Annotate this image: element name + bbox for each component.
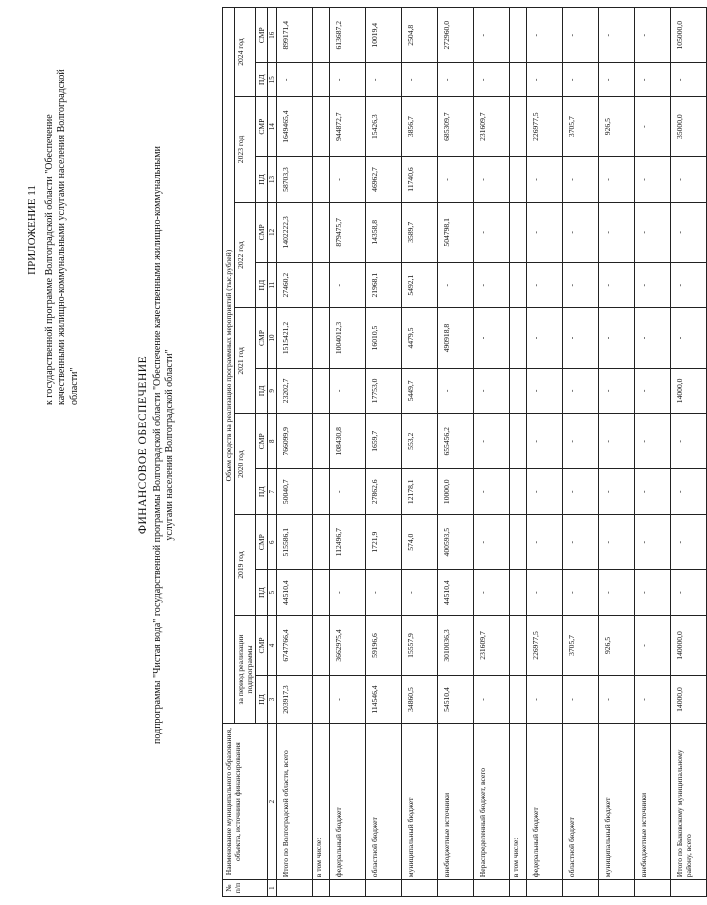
annex-block bbox=[26, 55, 81, 405]
row-name: в том числе: bbox=[510, 724, 527, 880]
header-smr: СМР bbox=[256, 202, 268, 262]
row-name: федеральный бюджет bbox=[527, 724, 563, 880]
header-year: 2021 год bbox=[235, 308, 256, 414]
value-cell: 574,0 bbox=[402, 515, 438, 570]
header-pd: ПД bbox=[256, 63, 268, 97]
row-num-cell bbox=[313, 880, 330, 897]
value-cell: - bbox=[563, 368, 599, 414]
document-title bbox=[137, 125, 177, 765]
header-volume: Объем средств на реализацию программных мероприятий (тыс.рублей) bbox=[223, 8, 235, 724]
value-cell bbox=[313, 368, 330, 414]
table-row bbox=[474, 8, 510, 897]
table-row bbox=[671, 8, 707, 897]
row-name: внебюджетные источники bbox=[438, 724, 474, 880]
value-cell: 21968,1 bbox=[366, 262, 402, 308]
value-cell: - bbox=[635, 570, 671, 616]
value-cell: - bbox=[635, 308, 671, 368]
value-cell: 3705,7 bbox=[563, 615, 599, 675]
row-name: областной бюджет bbox=[563, 724, 599, 880]
value-cell: - bbox=[366, 570, 402, 616]
value-cell: 27862,6 bbox=[366, 469, 402, 515]
value-cell: - bbox=[671, 308, 707, 368]
row-num-cell bbox=[474, 880, 510, 897]
header-name: Наименование муниципального образования, объекта, источники финансирования bbox=[223, 724, 268, 880]
value-cell: - bbox=[438, 63, 474, 97]
header-smr: СМР bbox=[256, 97, 268, 157]
value-cell: 613687,2 bbox=[330, 8, 366, 63]
table-row bbox=[402, 8, 438, 897]
value-cell: 44510,4 bbox=[277, 570, 313, 616]
annex-heading: ПРИЛОЖЕНИЕ 11 bbox=[26, 185, 38, 275]
value-cell: - bbox=[527, 368, 563, 414]
value-cell: - bbox=[527, 676, 563, 724]
value-cell: - bbox=[438, 157, 474, 203]
value-cell: - bbox=[563, 308, 599, 368]
row-num-cell bbox=[438, 880, 474, 897]
header-year: 2022 год bbox=[235, 202, 256, 308]
header-num: № п/п bbox=[223, 880, 268, 897]
value-cell: - bbox=[330, 262, 366, 308]
value-cell bbox=[313, 308, 330, 368]
column-index: 15 bbox=[268, 63, 277, 97]
table-row bbox=[563, 8, 599, 897]
row-name: Нераспределенный бюджет, всего bbox=[474, 724, 510, 880]
value-cell: 685309,7 bbox=[438, 97, 474, 157]
row-name: в том числе: bbox=[313, 724, 330, 880]
column-index: 8 bbox=[268, 414, 277, 469]
value-cell: - bbox=[527, 8, 563, 63]
value-cell: 226977,5 bbox=[527, 615, 563, 675]
header-year: 2023 год bbox=[235, 97, 256, 203]
value-cell: - bbox=[671, 570, 707, 616]
value-cell: 490918,8 bbox=[438, 308, 474, 368]
value-cell: 44510,4 bbox=[438, 570, 474, 616]
value-cell: 35000,0 bbox=[671, 97, 707, 157]
value-cell bbox=[313, 515, 330, 570]
value-cell: 3010036,3 bbox=[438, 615, 474, 675]
value-cell: 10000,0 bbox=[438, 469, 474, 515]
value-cell: 515586,1 bbox=[277, 515, 313, 570]
value-cell: 2504,8 bbox=[402, 8, 438, 63]
table-row bbox=[510, 8, 527, 897]
value-cell: 15426,3 bbox=[366, 97, 402, 157]
value-cell: - bbox=[527, 157, 563, 203]
value-cell: 140000,0 bbox=[671, 615, 707, 675]
row-name: Итого по Быковскому муниципальному району, всего bbox=[671, 724, 707, 880]
header-year: 2020 год bbox=[235, 414, 256, 515]
row-num-cell bbox=[527, 880, 563, 897]
value-cell: - bbox=[599, 202, 635, 262]
value-cell: 59196,6 bbox=[366, 615, 402, 675]
column-index: 2 bbox=[268, 724, 277, 880]
value-cell: - bbox=[635, 97, 671, 157]
table-row bbox=[330, 8, 366, 897]
value-cell: 766099,9 bbox=[277, 414, 313, 469]
row-num-cell bbox=[599, 880, 635, 897]
value-cell: - bbox=[671, 469, 707, 515]
value-cell: - bbox=[635, 157, 671, 203]
header-year: 2024 год bbox=[235, 8, 256, 97]
value-cell: - bbox=[671, 157, 707, 203]
value-cell: 1515421,2 bbox=[277, 308, 313, 368]
value-cell: - bbox=[563, 63, 599, 97]
table-row bbox=[366, 8, 402, 897]
value-cell bbox=[313, 97, 330, 157]
value-cell: 231609,7 bbox=[474, 97, 510, 157]
header-pd: ПД bbox=[256, 368, 268, 414]
row-num-cell bbox=[510, 880, 527, 897]
value-cell: - bbox=[527, 202, 563, 262]
value-cell: 10019,4 bbox=[366, 8, 402, 63]
value-cell: 203917,3 bbox=[277, 676, 313, 724]
column-index: 1 bbox=[268, 880, 277, 897]
value-cell: 504798,1 bbox=[438, 202, 474, 262]
value-cell bbox=[313, 63, 330, 97]
value-cell: - bbox=[330, 157, 366, 203]
row-name: внебюджетные источники bbox=[635, 724, 671, 880]
value-cell: - bbox=[474, 570, 510, 616]
value-cell bbox=[510, 308, 527, 368]
value-cell: - bbox=[671, 414, 707, 469]
value-cell: - bbox=[438, 262, 474, 308]
value-cell: 23202,7 bbox=[277, 368, 313, 414]
value-cell: 400593,5 bbox=[438, 515, 474, 570]
value-cell: 14358,8 bbox=[366, 202, 402, 262]
value-cell: - bbox=[474, 202, 510, 262]
value-cell: 944872,7 bbox=[330, 97, 366, 157]
value-cell bbox=[510, 8, 527, 63]
value-cell bbox=[510, 157, 527, 203]
value-cell: 1721,9 bbox=[366, 515, 402, 570]
table-row bbox=[277, 8, 313, 897]
header-smr: СМР bbox=[256, 308, 268, 368]
row-name: муниципальный бюджет bbox=[402, 724, 438, 880]
value-cell: - bbox=[563, 469, 599, 515]
value-cell: - bbox=[599, 63, 635, 97]
value-cell: - bbox=[527, 308, 563, 368]
value-cell: - bbox=[402, 63, 438, 97]
column-index: 4 bbox=[268, 615, 277, 675]
value-cell: - bbox=[277, 63, 313, 97]
row-num-cell bbox=[563, 880, 599, 897]
value-cell: 15557,9 bbox=[402, 615, 438, 675]
value-cell bbox=[313, 615, 330, 675]
header-pd: ПД bbox=[256, 676, 268, 724]
value-cell: 3589,7 bbox=[402, 202, 438, 262]
value-cell: - bbox=[599, 676, 635, 724]
column-index: 3 bbox=[268, 676, 277, 724]
column-index: 5 bbox=[268, 570, 277, 616]
column-index: 6 bbox=[268, 515, 277, 570]
value-cell: - bbox=[563, 157, 599, 203]
row-num-cell bbox=[635, 880, 671, 897]
value-cell: - bbox=[527, 515, 563, 570]
value-cell: - bbox=[474, 63, 510, 97]
value-cell: 1659,7 bbox=[366, 414, 402, 469]
value-cell: - bbox=[527, 469, 563, 515]
value-cell bbox=[313, 8, 330, 63]
value-cell: - bbox=[330, 570, 366, 616]
value-cell: - bbox=[635, 615, 671, 675]
value-cell: 5449,7 bbox=[402, 368, 438, 414]
value-cell: - bbox=[599, 308, 635, 368]
value-cell: 50040,7 bbox=[277, 469, 313, 515]
value-cell: - bbox=[671, 63, 707, 97]
value-cell: 926,5 bbox=[599, 615, 635, 675]
row-name: федеральный бюджет bbox=[330, 724, 366, 880]
value-cell bbox=[313, 570, 330, 616]
value-cell: - bbox=[599, 157, 635, 203]
column-index: 16 bbox=[268, 8, 277, 63]
column-index: 14 bbox=[268, 97, 277, 157]
value-cell: - bbox=[474, 414, 510, 469]
value-cell: - bbox=[527, 414, 563, 469]
header-smr: СМР bbox=[256, 8, 268, 63]
column-index: 11 bbox=[268, 262, 277, 308]
value-cell: - bbox=[563, 676, 599, 724]
value-cell: - bbox=[474, 8, 510, 63]
value-cell: - bbox=[599, 515, 635, 570]
value-cell: - bbox=[635, 368, 671, 414]
value-cell: - bbox=[635, 63, 671, 97]
table-row bbox=[313, 8, 330, 897]
value-cell: - bbox=[474, 676, 510, 724]
value-cell bbox=[510, 97, 527, 157]
value-cell bbox=[510, 570, 527, 616]
header-period: за период реализации подпрограммы bbox=[235, 615, 256, 723]
column-index: 9 bbox=[268, 368, 277, 414]
value-cell: - bbox=[527, 63, 563, 97]
value-cell: - bbox=[599, 570, 635, 616]
value-cell: 231609,7 bbox=[474, 615, 510, 675]
value-cell: - bbox=[402, 570, 438, 616]
value-cell: - bbox=[474, 469, 510, 515]
column-index: 10 bbox=[268, 308, 277, 368]
table-row bbox=[599, 8, 635, 897]
header-smr: СМР bbox=[256, 615, 268, 675]
value-cell bbox=[510, 368, 527, 414]
table-row bbox=[438, 8, 474, 897]
value-cell: 899171,4 bbox=[277, 8, 313, 63]
value-cell: - bbox=[563, 202, 599, 262]
title-main: ФИНАНСОВОЕ ОБЕСПЕЧЕНИЕ bbox=[137, 355, 149, 535]
value-cell: 226977,5 bbox=[527, 97, 563, 157]
value-cell: - bbox=[330, 368, 366, 414]
header-pd: ПД bbox=[256, 262, 268, 308]
value-cell bbox=[510, 262, 527, 308]
value-cell: 14000,0 bbox=[671, 368, 707, 414]
value-cell bbox=[510, 469, 527, 515]
value-cell: - bbox=[671, 515, 707, 570]
row-name: Итого по Волгоградской области, всего bbox=[277, 724, 313, 880]
value-cell: - bbox=[599, 262, 635, 308]
value-cell: - bbox=[599, 469, 635, 515]
value-cell: 1004012,3 bbox=[330, 308, 366, 368]
value-cell: - bbox=[474, 368, 510, 414]
value-cell: - bbox=[563, 515, 599, 570]
value-cell: 1649465,4 bbox=[277, 97, 313, 157]
value-cell: - bbox=[599, 368, 635, 414]
value-cell bbox=[510, 63, 527, 97]
value-cell: - bbox=[635, 202, 671, 262]
table-row bbox=[527, 8, 563, 897]
header-pd: ПД bbox=[256, 157, 268, 203]
value-cell: 1402222,3 bbox=[277, 202, 313, 262]
header-smr: СМР bbox=[256, 515, 268, 570]
column-index: 13 bbox=[268, 157, 277, 203]
value-cell: - bbox=[366, 63, 402, 97]
value-cell: - bbox=[474, 308, 510, 368]
value-cell: 3856,7 bbox=[402, 97, 438, 157]
value-cell: 58703,3 bbox=[277, 157, 313, 203]
value-cell: - bbox=[671, 262, 707, 308]
value-cell: 3662975,4 bbox=[330, 615, 366, 675]
value-cell: - bbox=[635, 262, 671, 308]
value-cell: - bbox=[635, 515, 671, 570]
value-cell: 16010,5 bbox=[366, 308, 402, 368]
value-cell: - bbox=[330, 676, 366, 724]
column-index: 7 bbox=[268, 469, 277, 515]
value-cell: 34860,5 bbox=[402, 676, 438, 724]
value-cell: 112496,7 bbox=[330, 515, 366, 570]
value-cell: 17753,0 bbox=[366, 368, 402, 414]
header-pd: ПД bbox=[256, 570, 268, 616]
value-cell: - bbox=[474, 262, 510, 308]
value-cell: 3705,7 bbox=[563, 97, 599, 157]
value-cell: 14000,0 bbox=[671, 676, 707, 724]
value-cell: - bbox=[563, 570, 599, 616]
value-cell: - bbox=[635, 469, 671, 515]
row-num-cell bbox=[366, 880, 402, 897]
value-cell: 11740,6 bbox=[402, 157, 438, 203]
value-cell bbox=[510, 414, 527, 469]
value-cell: - bbox=[330, 63, 366, 97]
value-cell: - bbox=[563, 8, 599, 63]
value-cell bbox=[510, 615, 527, 675]
table-row bbox=[635, 8, 671, 897]
value-cell: - bbox=[527, 262, 563, 308]
title-sub: подпрограммы "Чистая вода" государственной программы Волгоградской области "Обеспечение качественными жилищно-коммунальными услугами населения Волгоградской области" bbox=[151, 146, 175, 744]
value-cell: 27460,2 bbox=[277, 262, 313, 308]
row-num-cell bbox=[330, 880, 366, 897]
value-cell bbox=[313, 157, 330, 203]
value-cell: 5492,1 bbox=[402, 262, 438, 308]
value-cell bbox=[313, 262, 330, 308]
row-name: муниципальный бюджет bbox=[599, 724, 635, 880]
value-cell: - bbox=[330, 469, 366, 515]
value-cell: - bbox=[563, 262, 599, 308]
value-cell: 926,5 bbox=[599, 97, 635, 157]
financing-table bbox=[222, 7, 707, 897]
value-cell: 46962,7 bbox=[366, 157, 402, 203]
value-cell bbox=[313, 414, 330, 469]
value-cell: - bbox=[635, 8, 671, 63]
column-index: 12 bbox=[268, 202, 277, 262]
value-cell: 12178,1 bbox=[402, 469, 438, 515]
value-cell: - bbox=[671, 202, 707, 262]
row-name: областной бюджет bbox=[366, 724, 402, 880]
value-cell: - bbox=[438, 368, 474, 414]
value-cell: - bbox=[635, 676, 671, 724]
value-cell: 553,2 bbox=[402, 414, 438, 469]
value-cell: 108430,8 bbox=[330, 414, 366, 469]
value-cell: - bbox=[599, 414, 635, 469]
value-cell: - bbox=[563, 414, 599, 469]
value-cell: 105000,0 bbox=[671, 8, 707, 63]
value-cell: 114546,4 bbox=[366, 676, 402, 724]
value-cell: - bbox=[599, 8, 635, 63]
value-cell bbox=[510, 202, 527, 262]
value-cell: 879475,7 bbox=[330, 202, 366, 262]
value-cell bbox=[510, 515, 527, 570]
value-cell: - bbox=[474, 157, 510, 203]
value-cell bbox=[313, 202, 330, 262]
value-cell bbox=[313, 676, 330, 724]
value-cell: 272960,0 bbox=[438, 8, 474, 63]
header-pd: ПД bbox=[256, 469, 268, 515]
value-cell: 6747766,4 bbox=[277, 615, 313, 675]
value-cell bbox=[313, 469, 330, 515]
value-cell: 4479,5 bbox=[402, 308, 438, 368]
header-year: 2019 год bbox=[235, 515, 256, 616]
value-cell: - bbox=[527, 570, 563, 616]
row-num-cell bbox=[671, 880, 707, 897]
value-cell: - bbox=[635, 414, 671, 469]
value-cell: 655456,2 bbox=[438, 414, 474, 469]
row-num-cell bbox=[402, 880, 438, 897]
header-smr: СМР bbox=[256, 414, 268, 469]
annex-text: к государственной программе Волгоградской области "Обеспечение качественными жилищно-коммунальными услугами населения Волгоградской области" bbox=[43, 69, 80, 405]
value-cell bbox=[510, 676, 527, 724]
value-cell: 54510,4 bbox=[438, 676, 474, 724]
value-cell: - bbox=[474, 515, 510, 570]
row-num-cell bbox=[277, 880, 313, 897]
